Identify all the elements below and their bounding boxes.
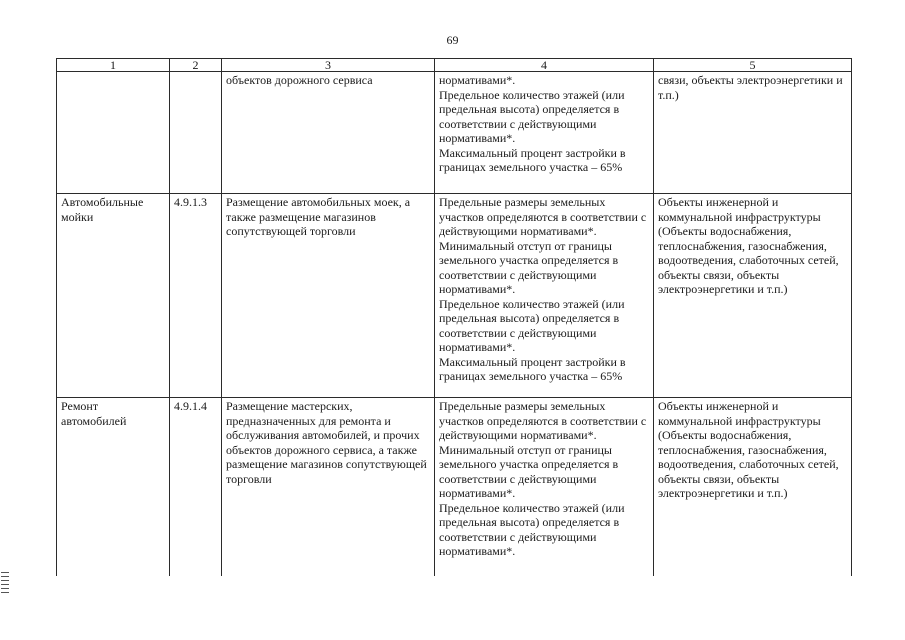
use-description-cell: Размещение мастерских, предназначенных для ремонта и обслуживания автомобилей, и прочих объектов дорожного сервиса, а также размещение магазинов сопутствующей торговли: [222, 398, 435, 577]
parameters-cell: нормативами*. Предельное количество этажей (или предельная высота) определяется в соответствии с действующими нормативами*. Максимальный процент застройки в границах земельного участка – 65%: [435, 72, 654, 194]
scan-margin-marks: [1, 572, 9, 596]
table-row: [57, 194, 852, 398]
use-name-cell: Автомобильные мойки: [57, 194, 170, 398]
use-code-cell: 4.9.1.4: [170, 398, 222, 577]
utilities-cell: Объекты инженерной и коммунальной инфраструктуры (Объекты водоснабжения, теплоснабжения, газоснабжения, водоотведения, слаботочных сетей, объекты связи, объекты электроэнергетики и т.п.): [654, 194, 852, 398]
utilities-cell: связи, объекты электроэнергетики и т.п.): [654, 72, 852, 194]
column-header: 3: [222, 59, 435, 72]
use-name-cell: Ремонт автомобилей: [57, 398, 170, 577]
parameters-cell: Предельные размеры земельных участков определяются в соответствии с действующими нормативами*. Минимальный отступ от границы земельного участка определяется в соответствии с действующими нормативами*. Предельное количество этажей (или предельная высота) определяется в соответствии с действующими нормативами*. Максимальный процент застройки в границах земельного участка – 65%: [435, 194, 654, 398]
use-name-cell: [57, 72, 170, 194]
parameters-cell: Предельные размеры земельных участков определяются в соответствии с действующими нормативами*. Минимальный отступ от границы земельного участка определяется в соответствии с действующими нормативами*. Предельное количество этажей (или предельная высота) определяется в соответствии с действующими нормативами*.: [435, 398, 654, 577]
column-header: 5: [654, 59, 852, 72]
page-number: 69: [446, 33, 459, 47]
table-row: [57, 398, 852, 577]
utilities-cell: Объекты инженерной и коммунальной инфраструктуры (Объекты водоснабжения, теплоснабжения, газоснабжения, водоотведения, слаботочных сетей, объекты связи, объекты электроэнергетики и т.п.): [654, 398, 852, 577]
use-code-cell: 4.9.1.3: [170, 194, 222, 398]
use-description-cell: объектов дорожного сервиса: [222, 72, 435, 194]
column-header: 2: [170, 59, 222, 72]
table-row: [57, 72, 852, 194]
column-header: 1: [57, 59, 170, 72]
column-header: 4: [435, 59, 654, 72]
table-header-row: [57, 59, 852, 72]
land-use-table: [56, 58, 852, 576]
use-code-cell: [170, 72, 222, 194]
use-description-cell: Размещение автомобильных моек, а также размещение магазинов сопутствующей торговли: [222, 194, 435, 398]
